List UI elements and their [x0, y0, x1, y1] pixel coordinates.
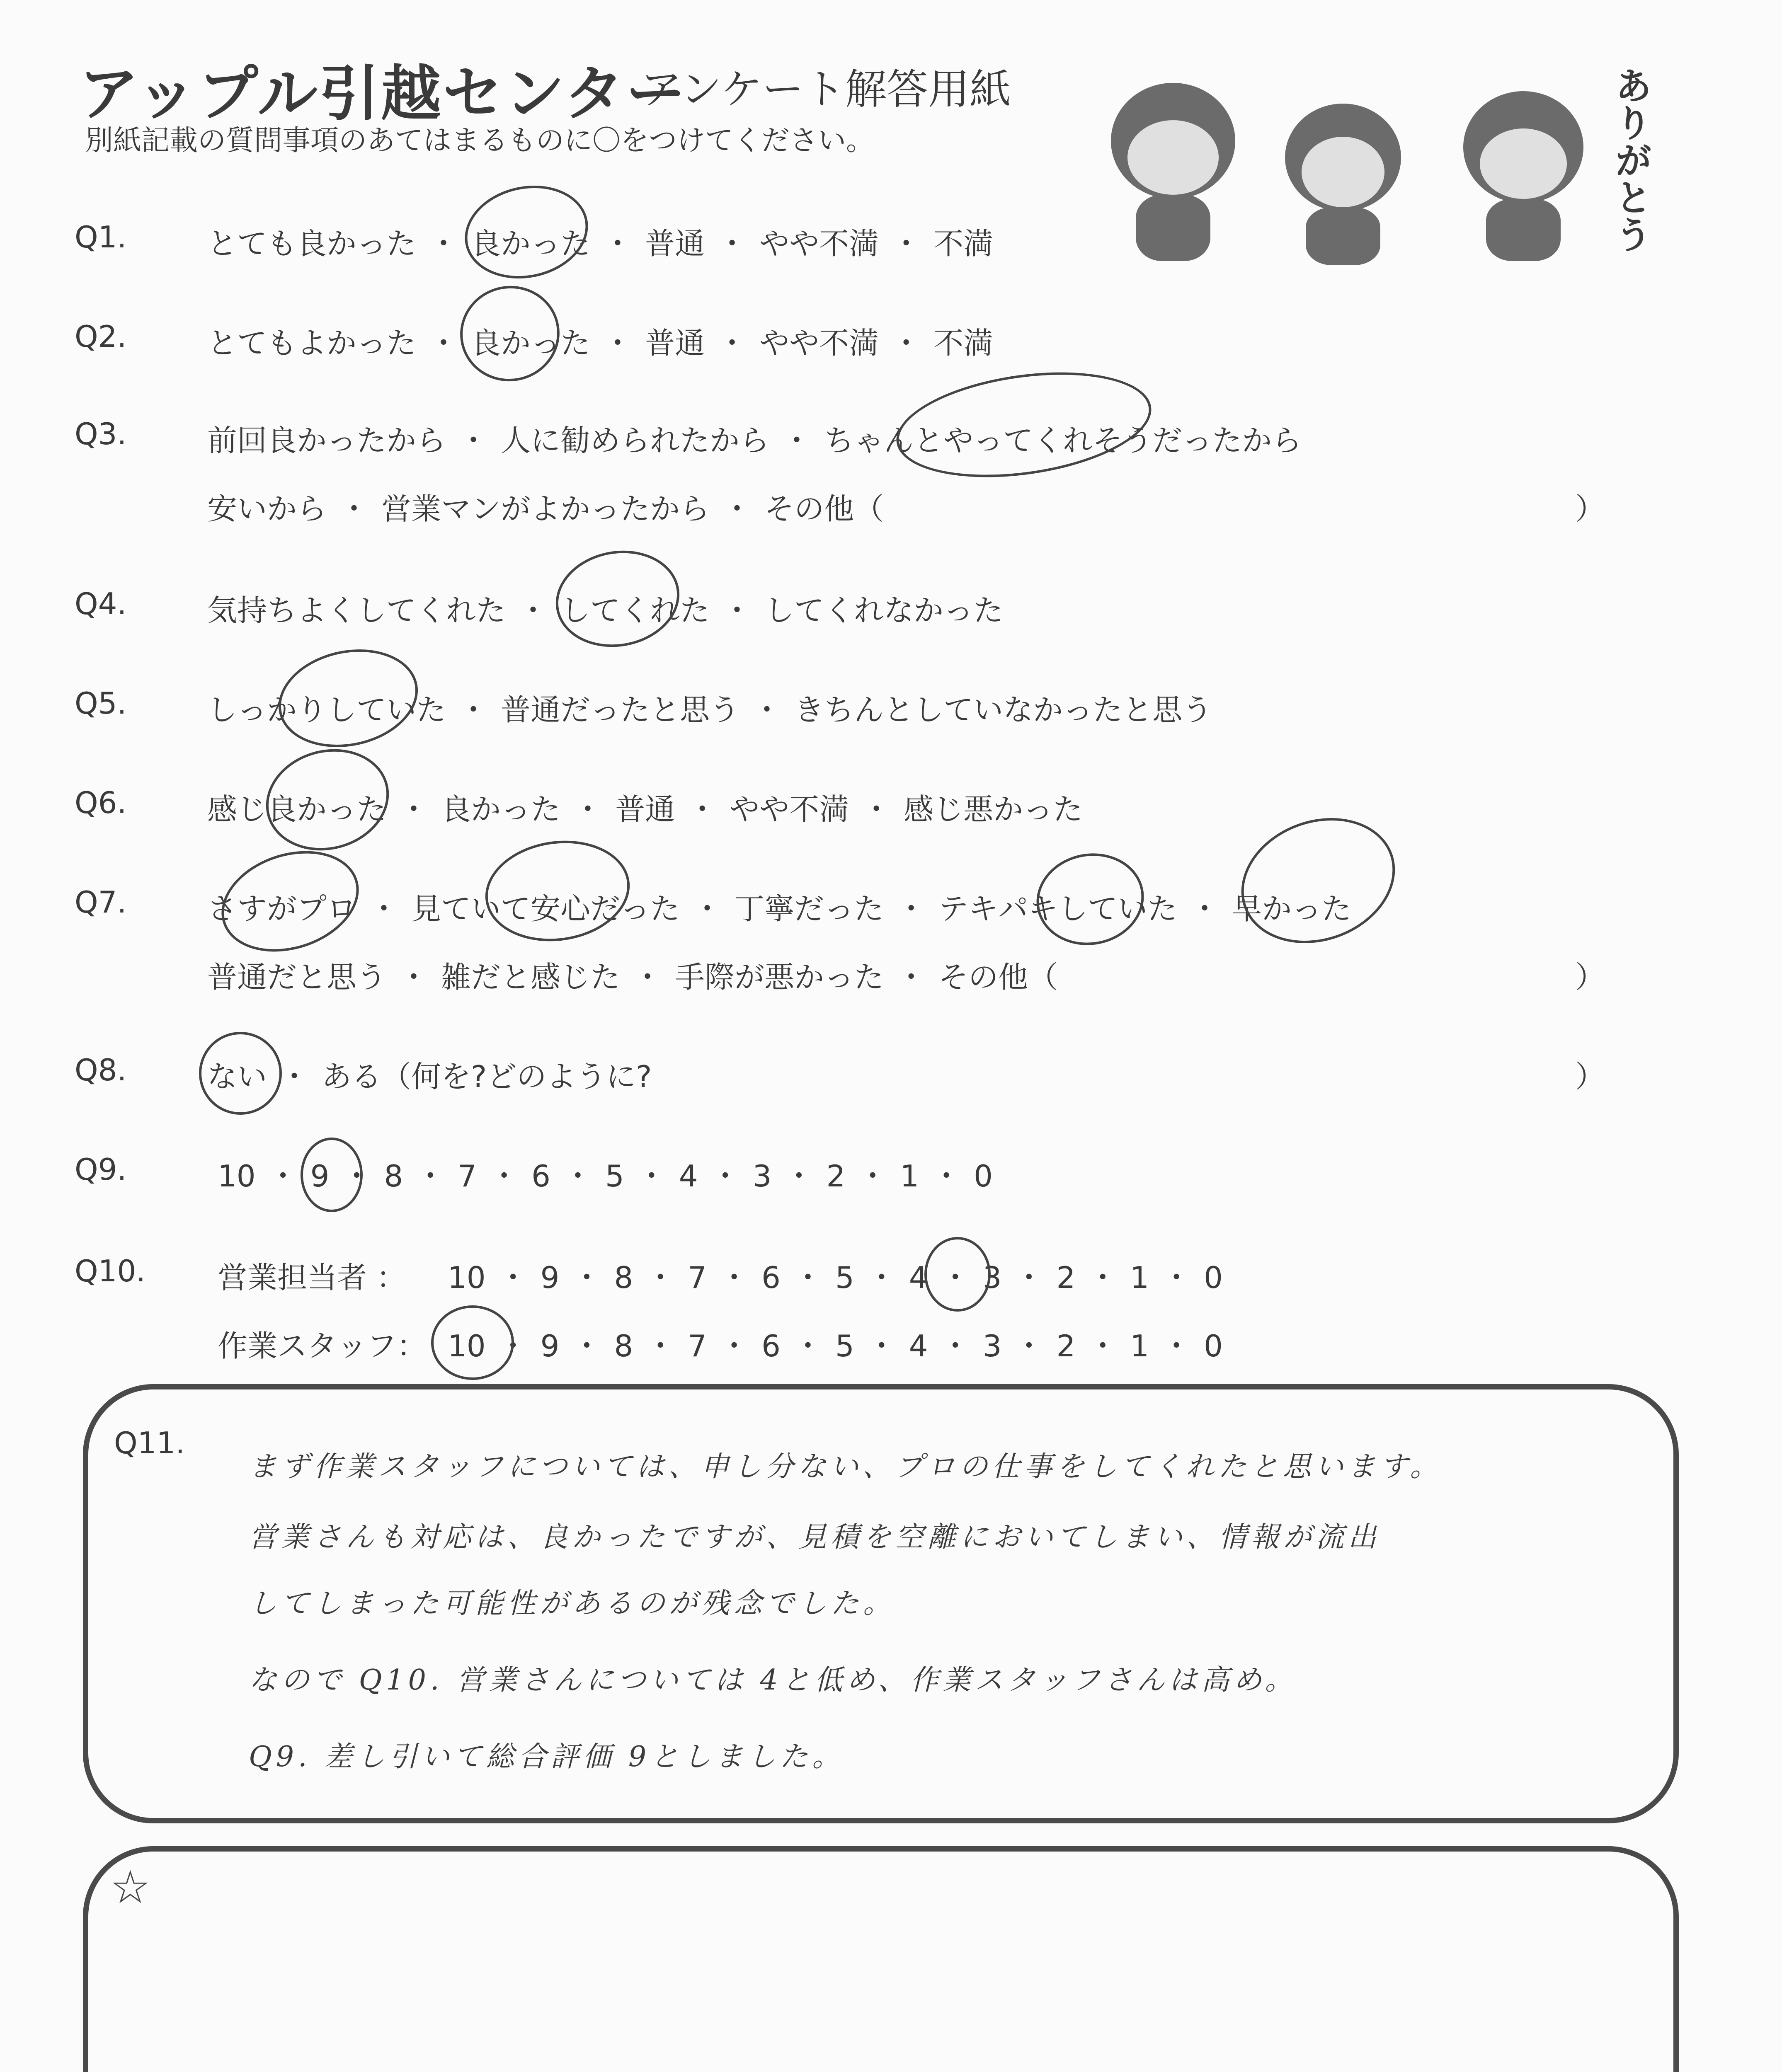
q10-sales-answer-circle [924, 1237, 991, 1312]
q8-option-2[interactable]: ある（何を?どのように? [322, 1059, 652, 1094]
q5-option-1[interactable]: しっかりしていた [207, 692, 446, 727]
q2-answer-circle [453, 278, 567, 389]
q10-sales-scale: 10 ・ 9 ・ 8 ・ 7 ・ 6 ・ 5 ・ 4 ・ 3 ・ 2 ・ 1 ・ 0 [448, 1260, 1223, 1295]
q7-option-5[interactable]: 早かった [1232, 891, 1352, 926]
q7-option-4[interactable]: テキパキしていた [938, 891, 1178, 926]
star-comment-box [83, 1846, 1679, 2072]
q11-comment-line-1: まず作業スタッフについては、申し分ない、プロの仕事をしてくれたと思います。 [249, 1450, 1443, 1483]
q3-options: 前回良かったから ・ 人に勧められたから ・ ちゃんとやってくれそうだったから [207, 423, 1302, 458]
q9-number: Q9. [75, 1152, 127, 1187]
survey-subtitle: アンケート解答用紙 [640, 65, 1011, 114]
q7-option-6[interactable]: 普通だと思う [207, 960, 387, 995]
q10-sales-0[interactable]: 0 [1204, 1260, 1223, 1295]
q10-staff-6[interactable]: 6 [761, 1329, 781, 1363]
q9-score-7[interactable]: 7 [458, 1159, 477, 1193]
q10-staff-4[interactable]: 4 [909, 1329, 928, 1363]
q5-number: Q5. [75, 686, 127, 721]
q7-number: Q7. [75, 885, 127, 920]
mascot-thanks-text: ありがとう [1608, 66, 1652, 253]
q8-answer-circle [199, 1032, 282, 1115]
q7-answer-circle-4 [1224, 797, 1413, 964]
q3-option-3[interactable]: ちゃんとやってくれそうだったから [824, 423, 1302, 458]
q7-option-1[interactable]: さすがプロ [207, 891, 357, 926]
q10-sales-7[interactable]: 7 [688, 1260, 707, 1295]
q10-staff-scale: 10 ・ 9 ・ 8 ・ 7 ・ 6 ・ 5 ・ 4 ・ 3 ・ 2 ・ 1 ・ 0 [448, 1329, 1223, 1363]
q4-number: Q4. [75, 586, 127, 621]
q6-options: 感じ良かった ・ 良かった ・ 普通 ・ やや不満 ・ 感じ悪かった [207, 792, 1083, 827]
survey-title: アップル引越センター [79, 59, 688, 129]
q9-score-4[interactable]: 4 [679, 1159, 698, 1193]
q1-answer-circle [456, 174, 596, 290]
q10-sales-1[interactable]: 1 [1130, 1260, 1149, 1295]
q1-option-3[interactable]: 普通 [645, 226, 705, 261]
q8-option-1[interactable]: ない [207, 1059, 267, 1094]
q5-answer-circle [269, 637, 427, 760]
q10-sales-4[interactable]: 4 [909, 1260, 928, 1295]
q11-comment-line-3: してしまった可能性があるのが残念でした。 [249, 1587, 896, 1620]
q3-options-row2: 安いから ・ 営業マンがよかったから ・ その他（ [207, 491, 884, 526]
q10-staff-3[interactable]: 3 [982, 1329, 1002, 1363]
q9-score-6[interactable]: 6 [531, 1159, 550, 1193]
q4-option-1[interactable]: 気持ちよくしてくれた [207, 593, 506, 628]
q10-sales-8[interactable]: 8 [614, 1260, 633, 1295]
q10-staff-9[interactable]: 9 [540, 1329, 560, 1363]
q6-option-4[interactable]: やや不満 [730, 792, 849, 827]
q10-staff-0[interactable]: 0 [1204, 1329, 1223, 1363]
q10-staff-7[interactable]: 7 [688, 1329, 707, 1363]
q2-options: とてもよかった ・ 良かった ・ 普通 ・ やや不満 ・ 不満 [207, 326, 994, 361]
q11-comment-line-2: 営業さんも対応は、良かったですが、見積を空離においてしまい、情報が流出 [249, 1521, 1381, 1554]
q6-option-5[interactable]: 感じ悪かった [904, 792, 1083, 827]
q10-sales-9[interactable]: 9 [540, 1260, 560, 1295]
q7-options-row2: 普通だと思う ・ 雑だと感じた ・ 手際が悪かった ・ その他（ [207, 960, 1058, 995]
q3-option-6[interactable]: その他（ [764, 491, 884, 526]
q4-option-2[interactable]: してくれた [560, 593, 710, 628]
q6-option-1[interactable]: 感じ良かった [207, 792, 387, 827]
q3-option-5[interactable]: 営業マンがよかったから [381, 491, 710, 526]
q6-answer-circle [255, 736, 400, 864]
q10-sales-6[interactable]: 6 [761, 1260, 781, 1295]
q10-sales-3[interactable]: 3 [982, 1260, 1002, 1295]
q7-option-9[interactable]: その他（ [938, 960, 1058, 995]
q10-staff-1[interactable]: 1 [1130, 1329, 1149, 1363]
q9-score-1[interactable]: 1 [900, 1159, 919, 1193]
q8-closing-paren: ） [1575, 1059, 1605, 1094]
q7-closing-paren: ） [1575, 960, 1605, 995]
q1-option-2[interactable]: 良かった [471, 226, 591, 261]
q9-score-9[interactable]: 9 [310, 1159, 330, 1193]
q1-option-4[interactable]: やや不満 [759, 226, 879, 261]
q7-answer-circle-3 [1029, 845, 1151, 954]
q7-options: さすがプロ ・ 見ていて安心だった ・ 丁寧だった ・ テキパキしていた ・ 早かった [207, 891, 1352, 926]
q10-staff-10[interactable]: 10 [448, 1329, 486, 1363]
q7-option-3[interactable]: 丁寧だった [735, 891, 884, 926]
q3-answer-circle [890, 358, 1158, 492]
q4-answer-circle [548, 541, 687, 657]
q11-comment-line-4: なので Q10. 営業さんについては 4と低め、作業スタッフさんは高め。 [249, 1664, 1297, 1697]
q3-option-2[interactable]: 人に勧められたから [501, 423, 770, 458]
q3-number: Q3. [75, 416, 127, 451]
q1-number: Q1. [75, 220, 127, 254]
q7-option-2[interactable]: 見ていて安心だった [411, 891, 680, 926]
q6-number: Q6. [75, 785, 127, 820]
q9-score-0[interactable]: 0 [974, 1159, 993, 1193]
q7-answer-circle-2 [479, 832, 636, 950]
q1-option-5[interactable]: 不満 [933, 226, 994, 261]
q8-options: ない ・ ある（何を?どのように? [207, 1059, 652, 1094]
q10-sales-5[interactable]: 5 [835, 1260, 854, 1295]
q2-option-3[interactable]: 普通 [645, 326, 705, 361]
q10-number: Q10. [75, 1254, 146, 1288]
q3-option-4[interactable]: 安いから [207, 491, 327, 526]
q3-option-1[interactable]: 前回良かったから [207, 423, 446, 458]
q1-options: とても良かった ・ 良かった ・ 普通 ・ やや不満 ・ 不満 [207, 226, 994, 261]
q10-staff-answer-circle [431, 1305, 514, 1380]
q2-option-5[interactable]: 不満 [933, 326, 994, 361]
q9-scale: 10 ・ 9 ・ 8 ・ 7 ・ 6 ・ 5 ・ 4 ・ 3 ・ 2 ・ 1 ・ 0 [218, 1159, 993, 1193]
q8-number: Q8. [75, 1053, 127, 1087]
q2-option-4[interactable]: やや不満 [759, 326, 879, 361]
q1-option-1[interactable]: とても良かった [207, 226, 417, 261]
q10-sales-2[interactable]: 2 [1056, 1260, 1076, 1295]
q10-staff-label: 作業スタッフ： [218, 1329, 427, 1363]
instruction-text: 別紙記載の質問事項のあてはまるものに〇をつけてください。 [85, 124, 875, 157]
q9-answer-circle [301, 1138, 363, 1212]
q6-option-3[interactable]: 普通 [615, 792, 675, 827]
q10-staff-2[interactable]: 2 [1056, 1329, 1076, 1363]
q5-options: しっかりしていた ・ 普通だったと思う ・ きちんとしていなかったと思う [207, 692, 1212, 727]
q9-score-3[interactable]: 3 [752, 1159, 772, 1193]
q11-comment-line-5: Q9. 差し引いて総合評価 9としました。 [249, 1740, 845, 1773]
q5-option-3[interactable]: きちんとしていなかったと思う [794, 692, 1212, 727]
q7-option-8[interactable]: 手際が悪かった [675, 960, 884, 995]
q2-option-1[interactable]: とてもよかった [207, 326, 417, 361]
q4-options: 気持ちよくしてくれた ・ してくれた ・ してくれなかった [207, 593, 1004, 628]
q10-sales-10[interactable]: 10 [448, 1260, 486, 1295]
q11-number: Q11. [114, 1426, 185, 1460]
q10-sales-label: 営業担当者 ： [218, 1260, 406, 1295]
q4-option-3[interactable]: してくれなかった [764, 593, 1004, 628]
q7-answer-circle-1 [209, 834, 372, 968]
q9-score-10[interactable]: 10 [218, 1159, 256, 1193]
q7-option-7[interactable]: 雑だと感じた [441, 960, 621, 995]
star-icon: ☆ [110, 1861, 151, 1914]
q2-number: Q2. [75, 319, 127, 354]
q9-score-5[interactable]: 5 [605, 1159, 624, 1193]
q10-staff-5[interactable]: 5 [835, 1329, 854, 1363]
q2-option-2[interactable]: 良かった [471, 326, 591, 361]
q3-closing-paren: ） [1575, 491, 1605, 526]
q9-score-8[interactable]: 8 [384, 1159, 403, 1193]
mascot-illustration [1078, 58, 1666, 265]
q9-score-2[interactable]: 2 [826, 1159, 846, 1193]
q10-staff-8[interactable]: 8 [614, 1329, 633, 1363]
q5-option-2[interactable]: 普通だったと思う [501, 692, 740, 727]
q6-option-2[interactable]: 良かった [441, 792, 561, 827]
